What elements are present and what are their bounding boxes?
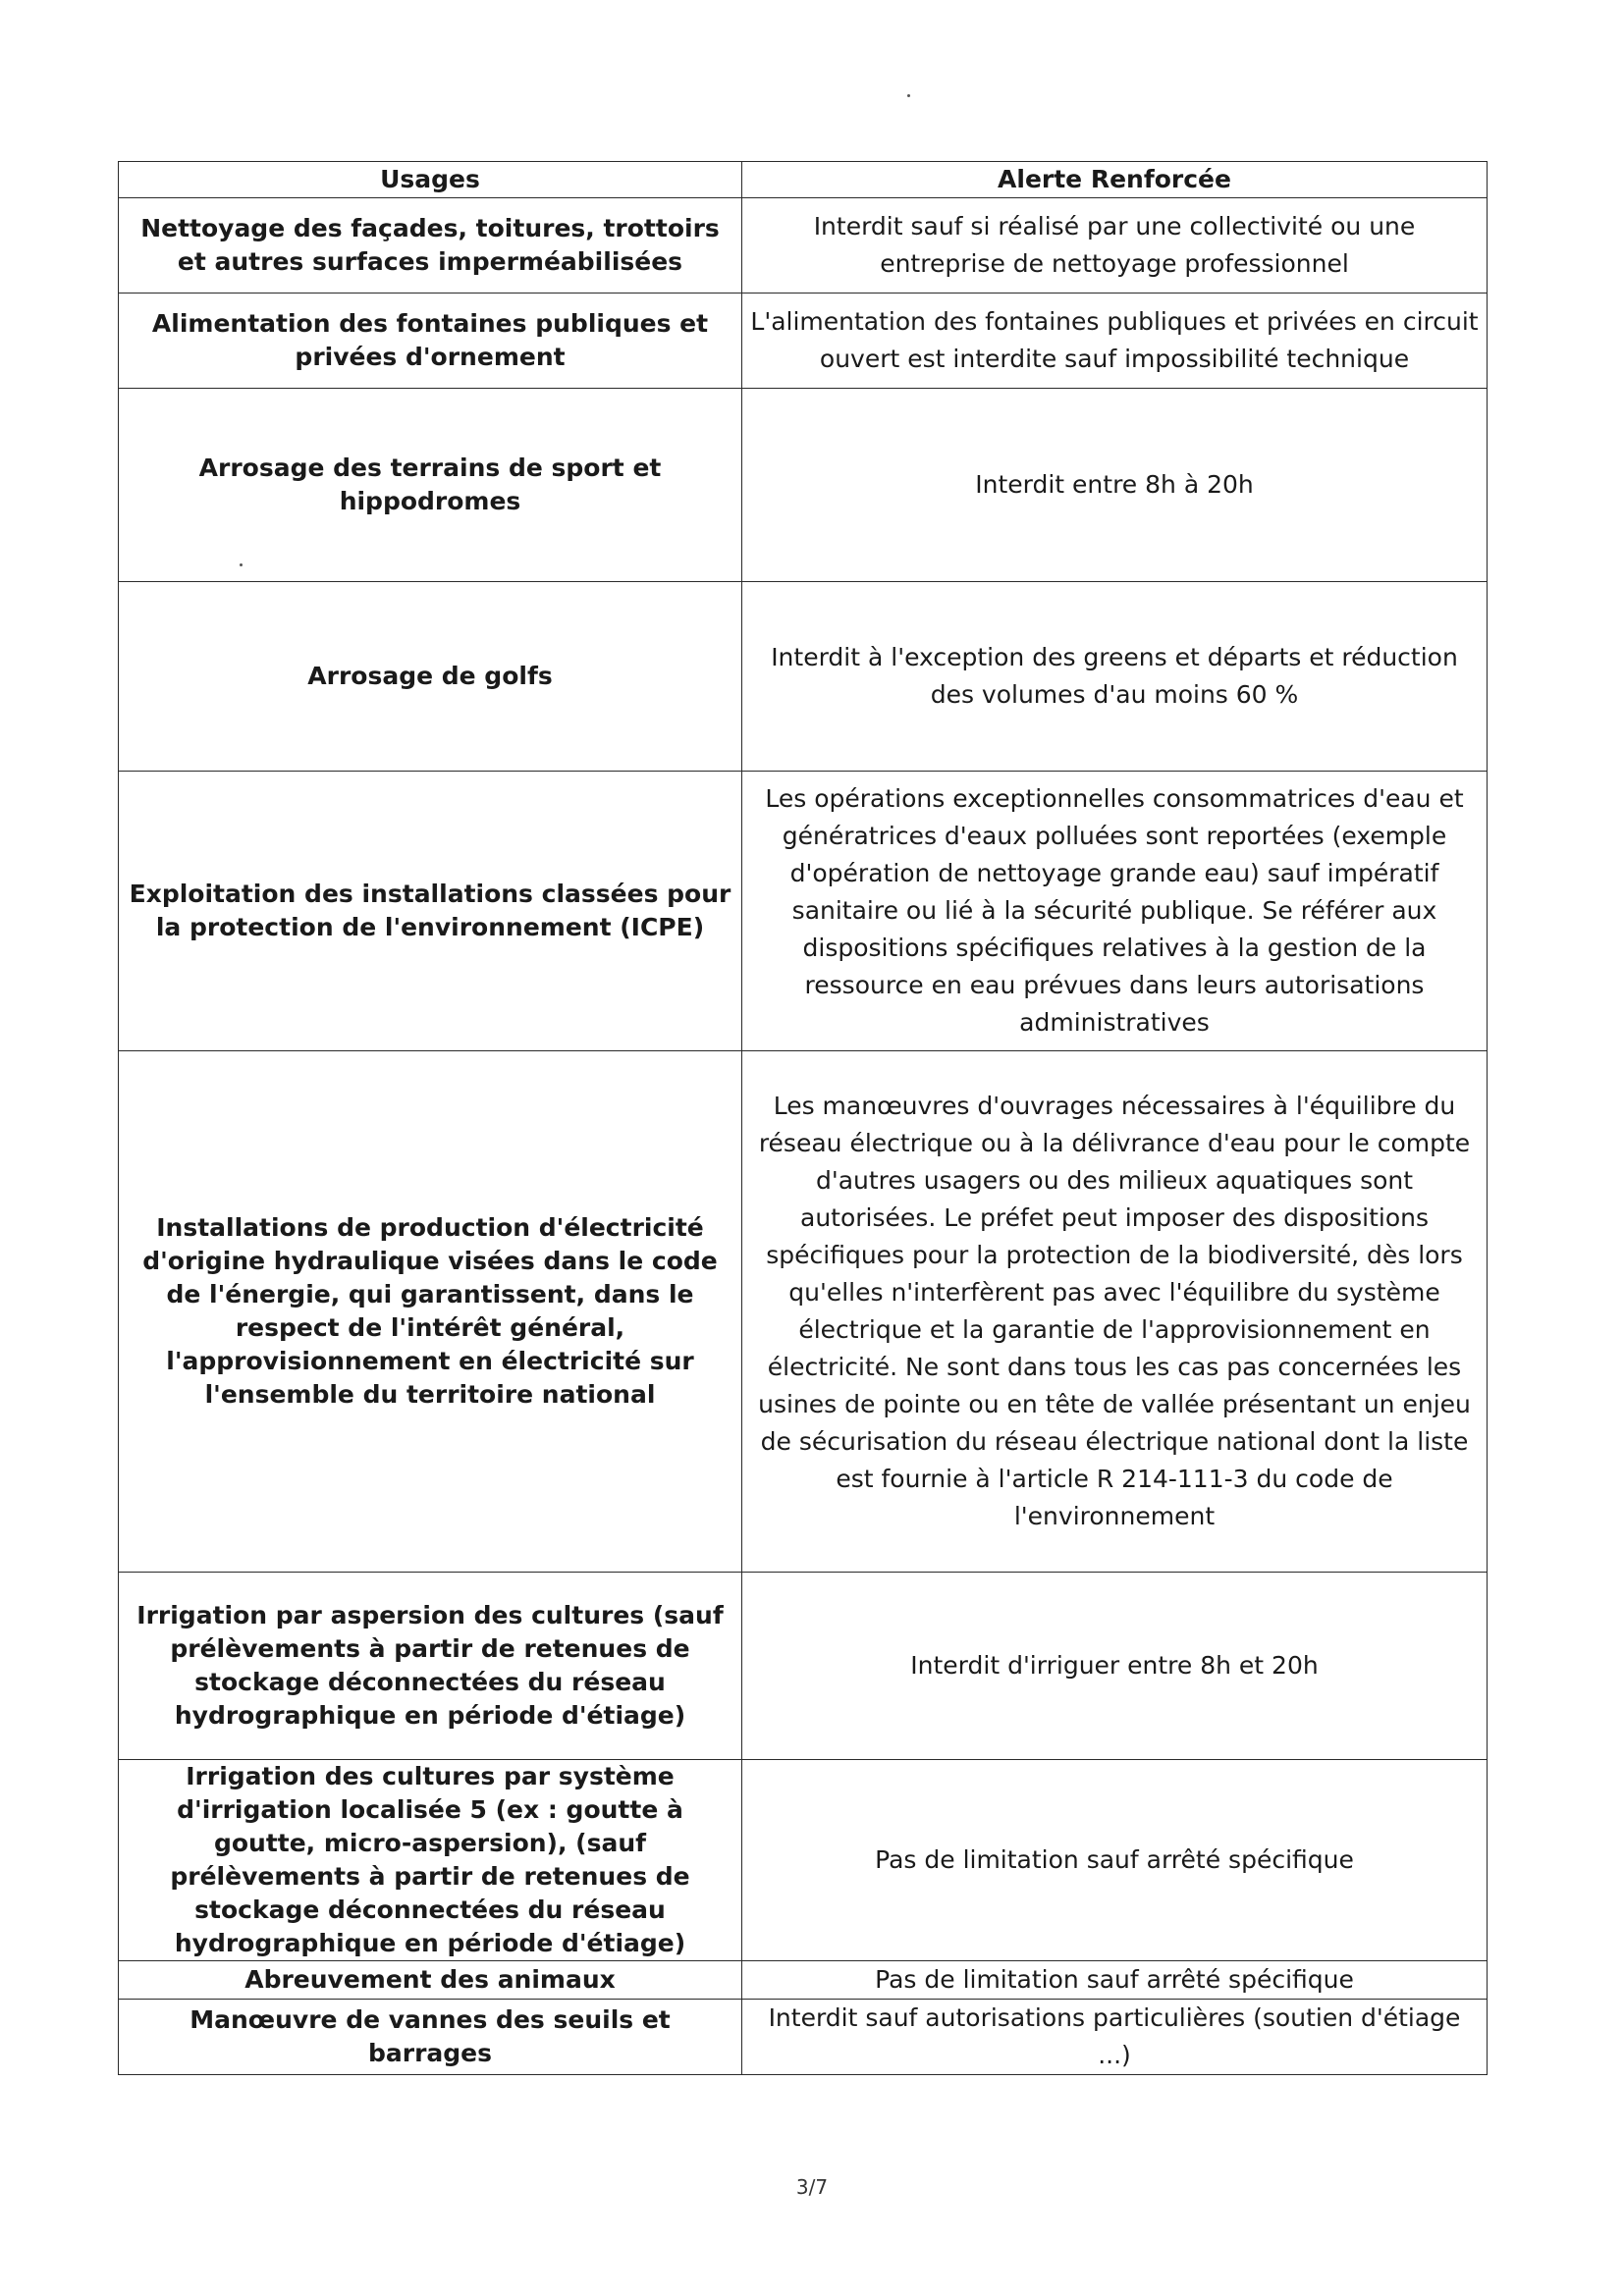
rule-cell: Pas de limitation sauf arrêté spécifique	[742, 1760, 1488, 1961]
usage-cell: Abreuvement des animaux	[119, 1961, 742, 2000]
usage-cell: Irrigation par aspersion des cultures (sauf prélèvements à partir de retenues de stockage déconnectées du réseau hydrographique en période d'étiage)	[119, 1573, 742, 1760]
rule-cell: Interdit d'irriguer entre 8h et 20h	[742, 1573, 1488, 1760]
table-header-row	[119, 162, 1488, 198]
header-usages: Usages	[119, 162, 742, 198]
rule-cell: Les opérations exceptionnelles consommatrices d'eau et génératrices d'eaux polluées sont reportées (exemple d'opération de nettoyage grande eau) sauf impératif sanitaire ou lié à la sécurité publique. Se référer aux dispositions spécifiques relatives à la gestion de la ressource en eau prévues dans leurs autorisations administratives	[742, 772, 1488, 1051]
scan-speck	[907, 94, 910, 97]
usage-cell: Alimentation des fontaines publiques et privées d'ornement	[119, 294, 742, 389]
usage-cell: Arrosage des terrains de sport et hippodromes	[119, 389, 742, 582]
header-alerte-renforcee: Alerte Renforcée	[742, 162, 1488, 198]
usage-cell: Nettoyage des façades, toitures, trottoirs et autres surfaces imperméabilisées	[119, 198, 742, 294]
rule-cell: L'alimentation des fontaines publiques et privées en circuit ouvert est interdite sauf impossibilité technique	[742, 294, 1488, 389]
rule-cell: Les manœuvres d'ouvrages nécessaires à l'équilibre du réseau électrique ou à la délivrance d'eau pour le compte d'autres usagers ou des milieux aquatiques sont autorisées. Le préfet peut imposer des dispositions spécifiques pour la protection de la biodiversité, dès lors qu'elles n'interfèrent pas avec l'équilibre du système électrique et la garantie de l'approvisionnement en électricité. Ne sont dans tous les cas pas concernées les usines de pointe ou en tête de vallée présentant un enjeu de sécurisation du réseau électrique national dont la liste est fournie à l'article R 214-111-3 du code de l'environnement	[742, 1051, 1488, 1573]
table-row	[119, 772, 1488, 1051]
table-row	[119, 582, 1488, 772]
table-row	[119, 389, 1488, 582]
usage-cell: Installations de production d'électricité d'origine hydraulique visées dans le code de l'énergie, qui garantissent, dans le respect de l'intérêt général, l'approvisionnement en électricité sur l'ensemble du territoire national	[119, 1051, 742, 1573]
page-number: 3/7	[795, 2175, 829, 2199]
rule-cell: Interdit entre 8h à 20h	[742, 389, 1488, 582]
usage-cell: Arrosage de golfs	[119, 582, 742, 772]
table-row	[119, 2000, 1488, 2075]
table-row	[119, 1961, 1488, 2000]
table-row	[119, 1051, 1488, 1573]
table-row	[119, 1573, 1488, 1760]
rule-cell: Interdit à l'exception des greens et départs et réduction des volumes d'au moins 60 %	[742, 582, 1488, 772]
usage-cell: Irrigation des cultures par système d'irrigation localisée 5 (ex : goutte à goutte, micro-aspersion), (sauf prélèvements à partir de retenues de stockage déconnectées du réseau hydrographique en période d'étiage)	[119, 1760, 742, 1961]
rule-cell: Interdit sauf si réalisé par une collectivité ou une entreprise de nettoyage professionnel	[742, 198, 1488, 294]
usage-cell: Manœuvre de vannes des seuils et barrages	[119, 2000, 742, 2075]
usage-cell: Exploitation des installations classées pour la protection de l'environnement (ICPE)	[119, 772, 742, 1051]
table-row	[119, 1760, 1488, 1961]
usage-restrictions-table	[118, 161, 1488, 2075]
table-row	[119, 198, 1488, 294]
rule-cell: Interdit sauf autorisations particulières (soutien d'étiage ...)	[742, 2000, 1488, 2075]
table-row	[119, 294, 1488, 389]
rule-cell: Pas de limitation sauf arrêté spécifique	[742, 1961, 1488, 2000]
